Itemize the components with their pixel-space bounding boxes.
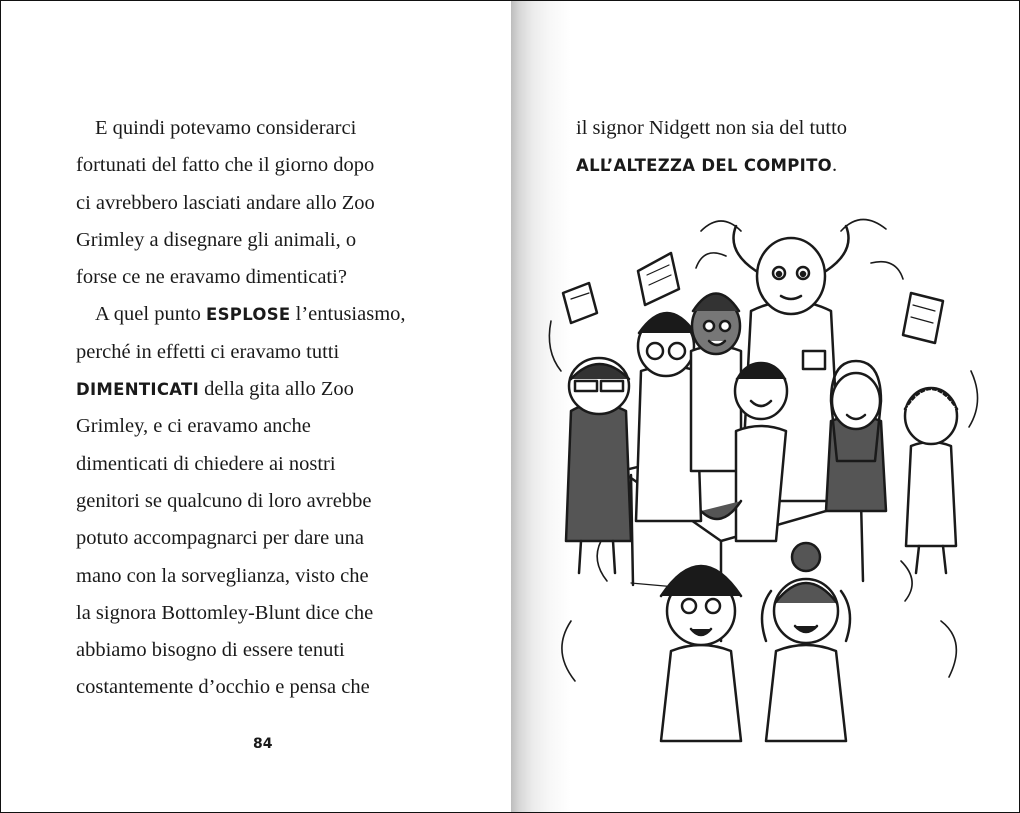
left-page-text [76, 110, 476, 707]
flying-paper-icon [903, 293, 943, 343]
child-figure [566, 358, 631, 573]
child-figure [661, 566, 741, 741]
text-span: A quel punto [95, 303, 207, 326]
text-line [76, 371, 476, 408]
left-page [1, 1, 511, 812]
text-line: genitori se qualcuno di loro avrebbe [76, 489, 372, 512]
text-line: potuto accompagnarci per dare una [76, 527, 365, 550]
text-line: Grimley a disegnare gli animali, o [76, 228, 357, 251]
text-line: mano con la sorveglianza, visto che [76, 564, 369, 587]
text-line: Grimley, e ci eravamo anche [76, 415, 311, 438]
right-page-text [576, 110, 996, 185]
child-figure [905, 388, 957, 573]
text-line: forse ce ne eravamo dimenticati? [76, 266, 347, 289]
text-span: della gita allo Zoo [199, 378, 354, 401]
classroom-chaos-illustration [541, 201, 991, 751]
text-line: perché in effetti ci eravamo tutti [76, 340, 340, 363]
text-line: dimenticati di chiedere ai nostri [76, 452, 336, 475]
text-span: . [832, 154, 838, 177]
text-line [576, 147, 996, 184]
child-figure [762, 543, 850, 741]
text-line: il signor Nidgett non sia del tutto [576, 117, 848, 139]
flying-paper-icon [563, 283, 597, 323]
text-span: l’entusiasmo, [290, 303, 406, 326]
text-line [76, 296, 476, 333]
text-line: abbiamo bisogno di essere tenuti [76, 639, 345, 662]
emphasis-compito: ALL’ALTEZZA DEL COMPITO [576, 156, 832, 176]
text-line: la signora Bottomley-Blunt dice che [76, 601, 374, 624]
text-line: E quindi potevamo considerarci [95, 117, 357, 139]
child-figure [691, 294, 741, 472]
text-line: fortunati del fatto che il giorno dopo [76, 154, 375, 177]
flying-paper-icon [638, 253, 679, 305]
emphasis-dimenticati: DIMENTICATI [76, 380, 200, 400]
emphasis-esplose: ESPLOSE [206, 305, 291, 325]
page-number: 84 [253, 736, 273, 752]
text-line: ci avrebbero lasciati andare allo Zoo [76, 191, 375, 214]
text-line: costantemente d’occhio e pensa che [76, 676, 370, 699]
